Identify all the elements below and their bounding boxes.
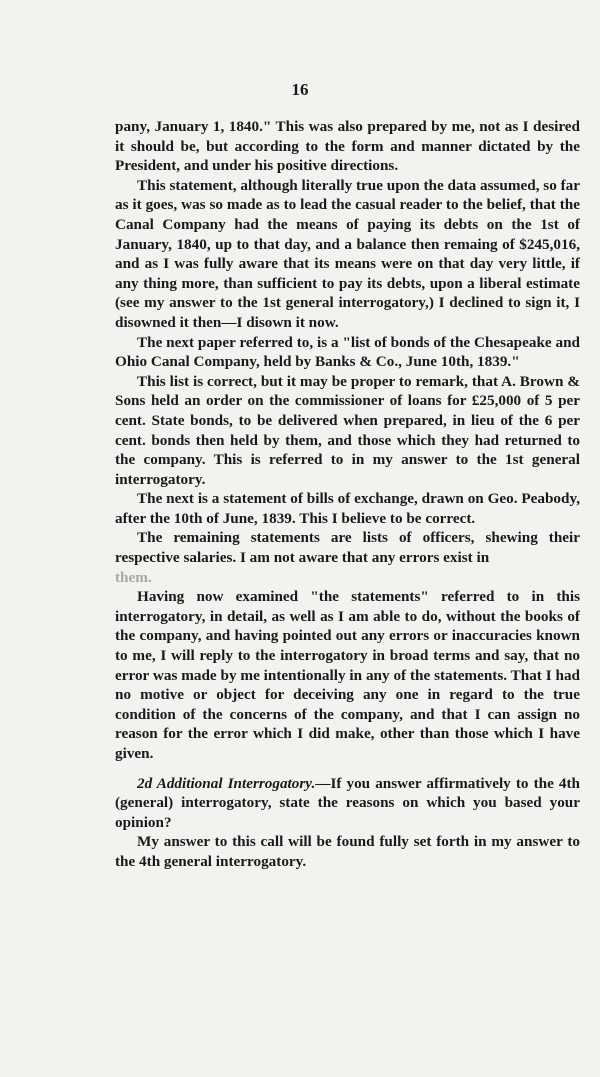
paragraph: pany, January 1, 1840." This was also prepared by me, not as I desired it should be, but according to the form and manner dictated by the President, and under his positive directions. xyxy=(115,118,580,175)
paragraph: This list is correct, but it may be proper to remark, that A. Brown & Sons held an order on the commissioner of loans for £25,000 of 5 per cent. State bonds, to be delivered when prepared, in lieu of the 6 per cent. bonds then held by them, and those which they had returned to the company. This is referred to in my answer to the 1st general interrogatory. xyxy=(115,372,580,488)
faded-line: them. xyxy=(115,568,152,586)
paragraph: Having now examined "the statements" referred to in this interrogatory, in detail, as well as I am able to do, without the books of the company, and having pointed out any errors or inaccuracies known to me, I will reply to the interrogatory in broad terms and say, that no error was made by me intentionally in any of the statements. That I had no motive or object for deceiving any one in regard to the true condition of the concerns of the company, and that I can assign no reason for the error which I did make, other than those which I have given. xyxy=(115,588,580,762)
interrogatory-paragraph xyxy=(115,774,580,833)
paragraph: The next paper referred to, is a "list of bonds of the Chesapeake and Ohio Canal Company, held by Banks & Co., June 10th, 1839." xyxy=(115,333,580,371)
page-number: 16 xyxy=(291,80,309,99)
paragraph: The remaining statements are lists of officers, shewing their respective salaries. I am not aware that any errors exist in xyxy=(115,529,580,567)
interrogatory-heading: 2d Additional Interrogatory. xyxy=(137,774,316,792)
paragraph: The next is a statement of bills of exchange, drawn on Geo. Peabody, after the 10th of June, 1839. This I believe to be correct. xyxy=(115,490,580,527)
body-text xyxy=(115,117,580,872)
paragraph: This statement, although literally true upon the data assumed, so far as it goes, was so made as to lead the casual reader to the belief, that the Canal Company had the means of paying its debts on the 1st of January, 1840, up to that day, and a balance then remaing of $245,016, and as I was fully aware that its means were on that day very little, if any thing more, than sufficient to pay its debts, upon a liberal estimate (see my answer to the 1st general interrogatory,) I declined to sign it, I disowned it then—I disown it now. xyxy=(115,176,580,331)
paragraph: My answer to this call will be found fully set forth in my answer to the 4th general interrogatory. xyxy=(115,833,580,870)
interrogatory-body: —If you answer affirmatively to the 4th (general) interrogatory, state the reasons on which you based your opinion? xyxy=(115,774,581,831)
